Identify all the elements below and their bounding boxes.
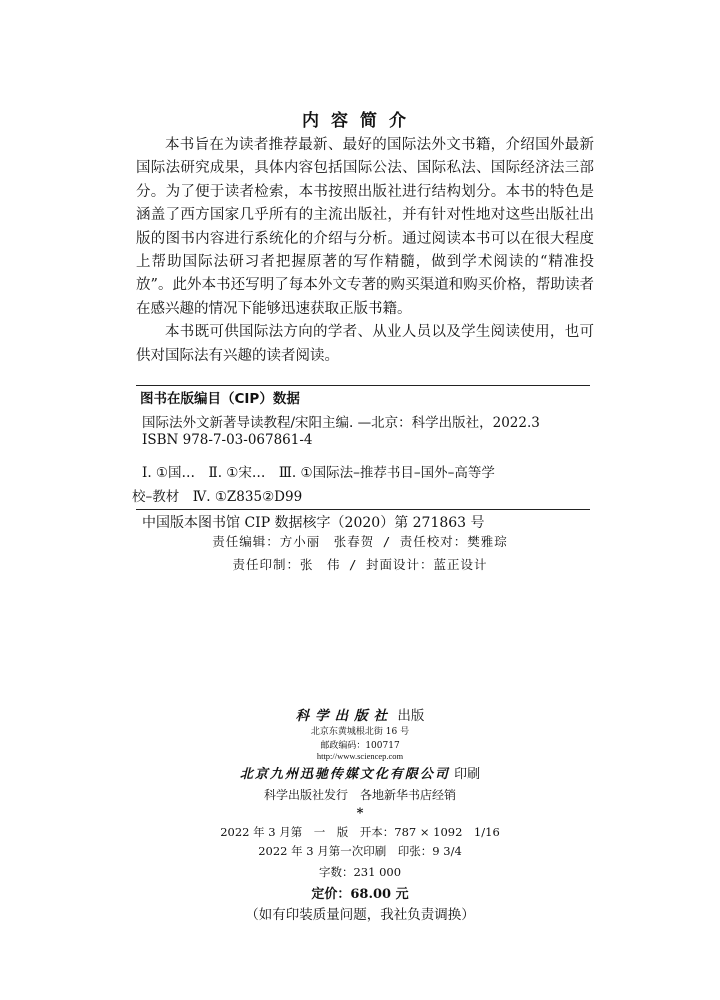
printer-name: 北京九州迅驰传媒文化有限公司 bbox=[239, 767, 450, 782]
distribution-line: 科学出版社发行 各地新华书店经销 bbox=[263, 788, 456, 802]
summary-paragraph-1: 本书旨在为读者推荐最新、最好的国际法外文书籍，介绍国外最新国际法研究成果，具体内容包括国际公法、国际私法、国际经济法三部分。为了便于读者检索，本书按照出版社进行结构划分。本书的特色是涵盖了西方国家几乎所有的主流出版社，并有针对性地对这些出版社出版的图书内容进行系统化的介绍与分析。通过阅读本书可以在很大程度上帮助国际法研习者把握原著的写作精髓，做到学术阅读的“精准投放”。此外本书还写明了每本外文专著的购买渠道和购买价格，帮助读者在感兴趣的情况下能够迅速获取正版书籍。 bbox=[136, 137, 594, 317]
cip-heading: 图书在版编目（CIP）数据 bbox=[140, 391, 300, 407]
publisher-line bbox=[0, 704, 720, 724]
credits-editors: 责任编辑：方小丽 张春贺 / 责任校对：樊雅琮 bbox=[212, 534, 508, 549]
cip-class-line-2: 校–教材 Ⅳ. ①Z835②D99 bbox=[132, 489, 303, 505]
summary-paragraph-2: 本书既可供国际法方向的学者、从业人员以及学生阅读使用，也可供对国际法有兴趣的读者阅读。 bbox=[136, 324, 594, 364]
cip-bottom-rule bbox=[136, 509, 590, 510]
printer-line bbox=[0, 763, 720, 782]
separator-star: * bbox=[356, 806, 364, 821]
summary-body bbox=[136, 134, 594, 368]
publisher-postcode: 邮政编码：100717 bbox=[320, 741, 400, 751]
edition-line: 2022 年 3 月第 一 版 开本：787 × 1092 1/16 bbox=[220, 825, 500, 839]
cip-classification bbox=[132, 461, 592, 509]
printer-suffix: 印刷 bbox=[454, 767, 481, 782]
cip-title-line: 国际法外文新著导读教程/宋阳主编. —北京：科学出版社，2022.3 bbox=[142, 415, 540, 431]
publisher-website: http://www.sciencep.com bbox=[316, 751, 404, 761]
publisher-logo-text: 科学出版社 bbox=[295, 708, 394, 724]
publisher-address: 北京东黄城根北街 16 号 bbox=[310, 727, 410, 737]
cip-top-rule bbox=[136, 385, 590, 386]
cip-isbn: ISBN 978-7-03-067861-4 bbox=[142, 432, 313, 448]
summary-title: 内容简介 bbox=[302, 111, 418, 131]
printing-line: 2022 年 3 月第一次印刷 印张：9 3/4 bbox=[258, 844, 462, 858]
cip-class-line-1: Ⅰ. ①国… Ⅱ. ①宋… Ⅲ. ①国际法–推荐书目–国外–高等学 bbox=[142, 465, 495, 481]
word-count: 字数：231 000 bbox=[318, 865, 402, 879]
quality-notice: （如有印装质量问题，我社负责调换） bbox=[245, 907, 475, 923]
price: 定价：68.00 元 bbox=[311, 887, 409, 902]
credits-production: 责任印制：张 伟 / 封面设计：蓝正设计 bbox=[232, 557, 488, 572]
publisher-suffix: 出版 bbox=[397, 708, 425, 724]
cip-check-number: 中国版本图书馆 CIP 数据核字（2020）第 271863 号 bbox=[142, 515, 485, 531]
